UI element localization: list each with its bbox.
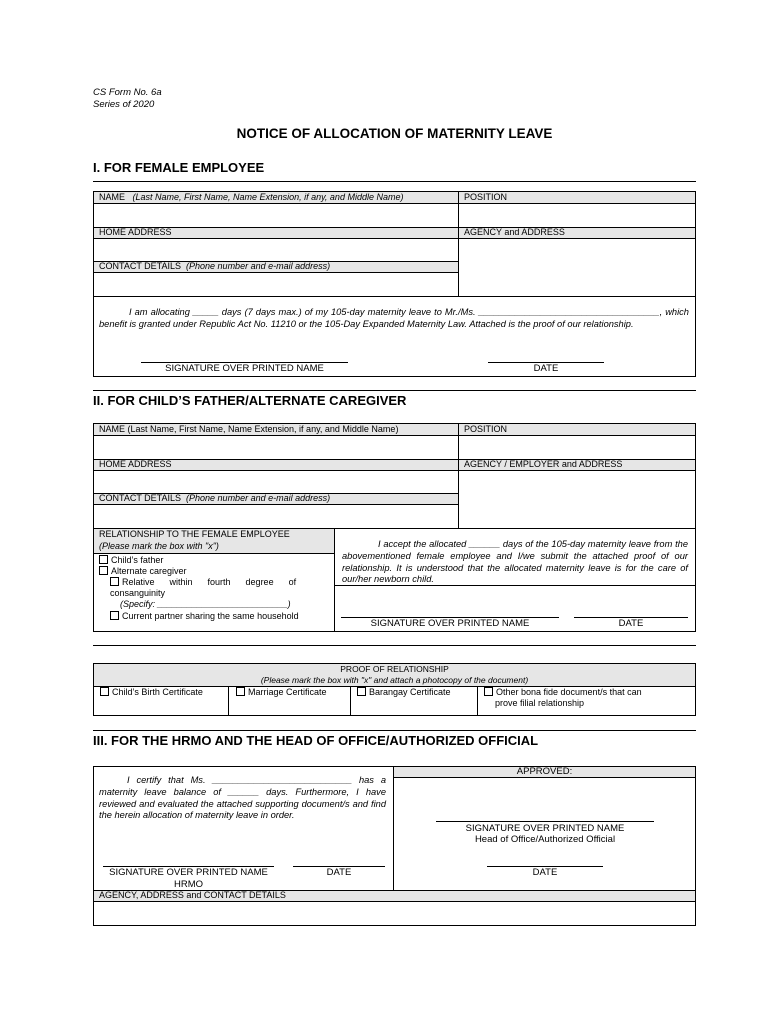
proof-other-documents[interactable]: Other bona fide document/s that can (484, 687, 642, 697)
s1-home-address-field[interactable] (95, 240, 457, 260)
s2-contact-field[interactable] (95, 506, 457, 526)
allocation-paragraph: I am allocating _____ days (7 days max.) of my 105-day maternity leave to Mr./Ms. ___________________________________, which benefit is granted under Republic Act No. 11210 or the 105-Day Expanded Maternity Law. Attached is the proof of our relationship. (99, 307, 689, 329)
rule (458, 423, 459, 528)
agency-contact-label: AGENCY, ADDRESS and CONTACT DETAILS (99, 890, 286, 900)
checkbox[interactable] (236, 687, 245, 696)
accept-paragraph: I accept the allocated ______ days of the 105-day maternity leave from the abovementioned female employee and I/we submit the attached proof of our relationship. It is understood that the allocated maternity leave is for the care of our/her newborn child. (342, 539, 688, 585)
s2-name-field[interactable] (95, 437, 457, 457)
relationship-hint: (Please mark the box with "x") (99, 541, 219, 551)
option-relative-cont: consanguinity (110, 588, 166, 598)
checkbox[interactable] (110, 611, 119, 620)
rule (93, 238, 696, 239)
checkbox[interactable] (99, 555, 108, 564)
s2-home-address-field[interactable] (95, 472, 457, 492)
certify-paragraph: I certify that Ms. ___________________________ has a maternity leave balance of ______ days. Furthermore, I have reviewed and evaluated the attached supporting document/s and find the herein allocation of maternity leave in order. (99, 775, 387, 821)
rule (335, 585, 696, 586)
rule (393, 766, 394, 890)
option-relative[interactable]: Relative within fourth degree of (110, 577, 296, 587)
s2-agency-label: AGENCY / EMPLOYER and ADDRESS (464, 459, 623, 469)
s1-agency-field[interactable] (460, 240, 694, 295)
s2-signature-caption: SIGNATURE OVER PRINTED NAME (370, 618, 530, 629)
s2-agency-field[interactable] (460, 472, 694, 527)
checkbox[interactable] (484, 687, 493, 696)
hr-signature-caption: SIGNATURE OVER PRINTED NAME (109, 867, 268, 878)
rule (93, 901, 696, 902)
s2-position-field[interactable] (460, 437, 694, 457)
head-date-caption: DATE (532, 867, 558, 878)
divider (93, 645, 696, 646)
proof-barangay-certificate[interactable]: Barangay Certificate (357, 687, 451, 697)
s2-name-label: NAME (Last Name, First Name, Name Extension, if any, and Middle Name) (99, 424, 399, 434)
rule (93, 296, 696, 297)
rule (93, 553, 335, 554)
checkbox[interactable] (99, 566, 108, 575)
s1-position-label: POSITION (464, 192, 508, 202)
rule (458, 191, 459, 296)
rule (93, 435, 696, 436)
rule (93, 504, 459, 505)
s1-contact-label: CONTACT DETAILS (Phone number and e-mail address) (99, 261, 331, 271)
proof-other-documents-cont: prove filial relationship (495, 698, 585, 708)
checkbox[interactable] (100, 687, 109, 696)
section3-heading: III. FOR THE HRMO AND THE HEAD OF OFFICE/AUTHORIZED OFFICIAL (93, 733, 539, 748)
proof-hint: (Please mark the box with "x" and attach a photocopy of the document) (260, 675, 529, 685)
rule (228, 686, 229, 716)
option-alternate-caregiver[interactable]: Alternate caregiver (99, 566, 187, 576)
s1-home-address-label: HOME ADDRESS (99, 227, 172, 237)
rule (93, 470, 696, 471)
divider (93, 181, 696, 182)
agency-contact-field[interactable] (95, 903, 694, 924)
approved-label: APPROVED: (516, 766, 573, 777)
s2-position-label: POSITION (464, 424, 508, 434)
form-series: Series of 2020 (93, 99, 155, 110)
option-childs-father[interactable]: Child’s father (99, 555, 163, 565)
section2-heading: II. FOR CHILD’S FATHER/ALTERNATE CAREGIVER (93, 393, 407, 408)
rule (477, 686, 478, 716)
s1-date-caption: DATE (533, 363, 559, 374)
s1-position-field[interactable] (460, 205, 694, 226)
head-signature-caption: SIGNATURE OVER PRINTED NAME (465, 823, 625, 834)
divider (93, 390, 696, 391)
s1-signature-caption: SIGNATURE OVER PRINTED NAME (165, 363, 324, 374)
head-signature-line[interactable] (436, 821, 654, 822)
hr-role: HRMO (173, 879, 204, 890)
page-title: NOTICE OF ALLOCATION OF MATERNITY LEAVE (236, 126, 553, 141)
proof-birth-certificate[interactable]: Child’s Birth Certificate (100, 687, 203, 697)
rule (334, 528, 335, 632)
rule (393, 777, 696, 778)
relationship-label: RELATIONSHIP TO THE FEMALE EMPLOYEE (99, 529, 290, 539)
option-current-partner[interactable]: Current partner sharing the same household (110, 611, 299, 621)
form-number: CS Form No. 6a (93, 87, 162, 98)
hr-date-caption: DATE (326, 867, 352, 878)
s2-home-address-label: HOME ADDRESS (99, 459, 172, 469)
section1-heading: I. FOR FEMALE EMPLOYEE (93, 160, 265, 175)
s1-name-field[interactable] (95, 205, 457, 226)
s1-name-label: NAME (Last Name, First Name, Name Extension, if any, and Middle Name) (99, 192, 404, 202)
s1-contact-field[interactable] (95, 274, 457, 294)
checkbox[interactable] (110, 577, 119, 586)
rule (93, 203, 696, 204)
option-specify[interactable]: (Specify: __________________________) (120, 599, 291, 609)
proof-marriage-certificate[interactable]: Marriage Certificate (236, 687, 327, 697)
divider (93, 730, 696, 731)
proof-title: PROOF OF RELATIONSHIP (340, 664, 449, 674)
rule (350, 686, 351, 716)
rule (93, 272, 459, 273)
head-role: Head of Office/Authorized Official (474, 834, 616, 845)
s1-agency-label: AGENCY and ADDRESS (464, 227, 565, 237)
checkbox[interactable] (357, 687, 366, 696)
s2-date-caption: DATE (618, 618, 644, 629)
s2-contact-label: CONTACT DETAILS (Phone number and e-mail address) (99, 493, 331, 503)
